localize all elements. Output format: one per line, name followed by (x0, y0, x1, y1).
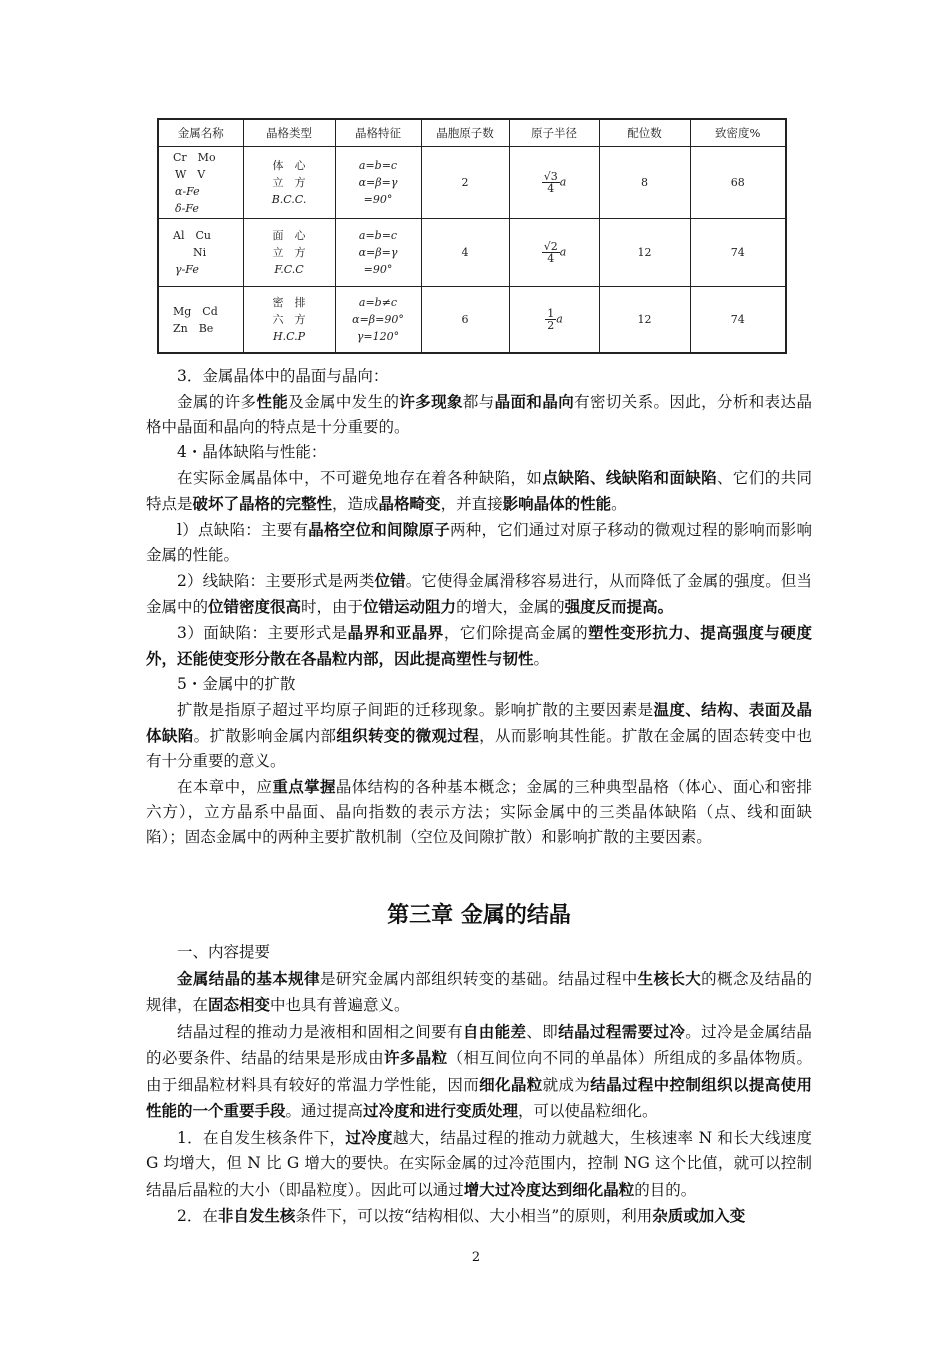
cell-line: Al Cu (173, 229, 211, 243)
bold-text: 固态相变 (208, 995, 271, 1014)
header-coordination: 配位数 (599, 119, 690, 147)
coordination-cell: 8 (599, 147, 690, 219)
text-span: 扩散是指原子超过平均原子间距的迁移现象。影响扩散的主要因素是 (177, 701, 654, 719)
cell-line: α=β=γ (358, 246, 398, 260)
text-span: 3）面缺陷：主要形式是 (177, 624, 348, 642)
density-cell: 74 (690, 287, 786, 353)
bold-text: 位错运动阻力 (363, 597, 457, 616)
cell-line: 立 方 (272, 246, 306, 260)
text-span: 时，由于 (301, 598, 364, 616)
text-span: 在实际金属晶体中，不可避免地存在着各种缺陷，如 (177, 469, 543, 487)
cell-line: 体 心 (272, 159, 306, 173)
lattice-type-cell (243, 287, 335, 353)
table-row (158, 147, 786, 219)
bold-text: 杂质或加入变 (652, 1206, 746, 1225)
cell-line: 立 方 (272, 176, 306, 190)
header-cell-atoms: 晶胞原子数 (421, 119, 509, 147)
text-span: ，从而影响其性能。扩散在金属的固态转变中也有十分重要的意义。 (146, 727, 812, 770)
bold-text: 晶面和晶向 (494, 392, 575, 411)
table-row (158, 287, 786, 353)
radius-fraction (545, 308, 556, 331)
coordination-cell: 12 (599, 287, 690, 353)
chapter-body (146, 940, 812, 1230)
text-span: （相互间位向不同的单晶体）所组成的多晶体物质。由于细晶粒材料具有较好的常温力学性能，因而 (146, 1049, 812, 1094)
text-span: 结晶过程的推动力是液相和固相之间要有 (177, 1022, 463, 1041)
bold-text: 位错密度很高 (208, 597, 302, 616)
bold-text: 组织转变的微观过程 (336, 726, 480, 745)
density-cell: 68 (690, 147, 786, 219)
section-heading-5: 5・金属中的扩散 (177, 675, 296, 693)
page-number: 2 (471, 1250, 481, 1265)
header-atomic-radius: 原子半径 (509, 119, 599, 147)
cell-line: Mg Cd (173, 304, 218, 318)
crystal-lattice-table (157, 118, 787, 354)
text-span: 4 (547, 252, 555, 266)
bold-text: 细化晶粒 (479, 1074, 543, 1094)
paragraph (146, 1203, 812, 1230)
bold-text: 性能 (256, 392, 289, 411)
table-header-row (158, 119, 786, 147)
text-span: 1 (547, 307, 555, 321)
table-row (158, 219, 786, 287)
bold-text: 重点掌握 (272, 777, 336, 796)
text-span: a (559, 245, 567, 259)
text-span: 都与 (462, 393, 495, 411)
bold-text: 破坏了晶格的完整性 (192, 494, 333, 513)
bold-text: 增大过冷度达到细化晶粒 (463, 1179, 635, 1199)
atomic-radius-cell (509, 147, 599, 219)
cell-line: α=β=90° (352, 313, 404, 327)
header-lattice-feature: 晶格特征 (335, 119, 421, 147)
paragraph (146, 1125, 812, 1204)
text-span: a (556, 312, 563, 326)
cell-line: γ-Fe (175, 263, 199, 277)
section-body (146, 364, 812, 850)
text-span: 、即 (526, 1022, 559, 1041)
metal-names-cell (158, 147, 243, 219)
lattice-type-cell (243, 147, 335, 219)
text-span: 1．在自发生核条件下， (177, 1128, 346, 1147)
paragraph (146, 1019, 812, 1125)
bold-text: 影响晶体的性能 (502, 494, 612, 513)
text-span: 越大，结晶过程的推动力就越大，生核速率 N 和长大线速度 G 均增大，但 N 比 G 增大的要快。在实际金属的过冷范围内，控制 NG 这个比值，就可以控制结晶后晶粒的大小（即晶粒度）。因此可以通过 (146, 1128, 812, 1199)
paragraph (146, 568, 812, 620)
text-span: 的目的。 (634, 1180, 697, 1199)
paragraph (146, 389, 812, 440)
text-span: 。扩散影响金属内部 (193, 727, 337, 745)
bold-text: 生核长大 (637, 968, 702, 988)
cell-line: 面 心 (272, 229, 306, 243)
text-span: 4 (547, 182, 555, 196)
bold-text: 强度反而提高。 (564, 597, 674, 616)
section-heading-3: 3．金属晶体中的晶面与晶向： (177, 367, 389, 385)
text-span: 金属的许多 (177, 393, 257, 411)
metal-names-cell (158, 287, 243, 353)
text-span: 。 (533, 650, 550, 668)
text-span: a (559, 175, 567, 189)
bold-text: 塑性变形抗力、提高强度与硬度外，还能使变形分散在各晶粒内部，因此提高塑性与韧性 (146, 623, 812, 668)
radius-fraction (542, 171, 560, 194)
cell-line: γ=120° (356, 330, 400, 344)
cell-line: F.C.C (274, 263, 304, 277)
metal-names-cell (158, 219, 243, 287)
text-span: 在本章中，应 (177, 778, 273, 796)
text-span: l）点缺陷：主要有 (177, 521, 309, 539)
chapter-title: 第三章 金属的结晶 (387, 903, 571, 928)
text-span: √3 (543, 170, 558, 184)
density-cell: 74 (690, 219, 786, 287)
paragraph (146, 774, 812, 850)
cell-line: =90° (363, 193, 393, 207)
text-span: 就成为 (542, 1075, 591, 1094)
cell-atoms-cell: 6 (421, 287, 509, 353)
cell-line: W V (175, 167, 206, 181)
atomic-radius-cell (509, 219, 599, 287)
lattice-feature-cell (335, 287, 421, 353)
cell-line: Cr Mo (173, 150, 216, 164)
cell-line: α-Fe (175, 184, 200, 198)
cell-line: H.C.P (272, 330, 305, 344)
bold-text: 许多现象 (399, 392, 463, 411)
text-span: 有密切关系。因此，分析和表达晶格中晶面和晶向的特点是十分重要的。 (146, 393, 812, 436)
text-span: 2）线缺陷：主要形式是两类 (177, 572, 375, 590)
cell-atoms-cell: 2 (421, 147, 509, 219)
cell-line: Zn Be (173, 321, 214, 335)
bold-text: 点缺陷、线缺陷和面缺陷 (542, 468, 718, 487)
cell-line: Ni (193, 246, 207, 260)
text-span: 是研究金属内部组织转变的基础。结晶过程中 (319, 969, 638, 988)
text-span: 。 (611, 495, 627, 513)
text-span: 两种，它们通过对原子移动的微观过程的影响而影响金属的性能。 (146, 521, 812, 564)
cell-line: =90° (363, 263, 393, 277)
paragraph (146, 465, 812, 517)
bold-text: 结晶过程中控制组织以提高使用性能的一个重要手段 (146, 1074, 812, 1120)
text-span: 的增大，金属的 (456, 598, 565, 616)
header-lattice-type: 晶格类型 (243, 119, 335, 147)
text-span: ，它们除提高金属的 (443, 624, 589, 642)
bold-text: 晶格畸变 (378, 494, 441, 513)
paragraph (146, 517, 812, 568)
text-span: √2 (543, 240, 558, 254)
bold-text: 温度、结构、表面及晶体缺陷 (146, 700, 812, 745)
cell-atoms-cell: 4 (421, 219, 509, 287)
text-span: 2 (547, 319, 555, 333)
text-span: 。它使得金属滑移容易进行，从而降低了金属的强度。但当金属中的 (146, 572, 812, 616)
bold-text: 许多晶粒 (383, 1048, 448, 1067)
bold-text: 晶格空位和间隙原子 (308, 520, 450, 539)
text-span: 及金属中发生的 (288, 393, 400, 411)
lattice-feature-cell (335, 147, 421, 219)
lattice-feature-cell (335, 219, 421, 287)
cell-line: B.C.C. (271, 193, 307, 207)
paragraph (146, 697, 812, 774)
section-heading-4: 4・晶体缺陷与性能： (177, 443, 327, 461)
header-packing-density: 致密度% (690, 119, 786, 147)
cell-line: a=b=c (358, 159, 398, 173)
paragraph (146, 966, 812, 1019)
cell-line: α=β=γ (358, 176, 398, 190)
text-span: 。通过提高 (285, 1102, 364, 1120)
bold-text: 非自发生核 (217, 1206, 296, 1225)
text-span: 的概念及结晶的规律，在 (146, 969, 812, 1014)
lattice-type-cell (243, 219, 335, 287)
text-span: ，并直接 (440, 495, 503, 513)
header-metal-name: 金属名称 (158, 119, 243, 147)
text-span: 。过冷是金属结晶的必要条件、结晶的结果是形成由 (146, 1022, 812, 1067)
paragraph (146, 620, 812, 672)
cell-line: δ-Fe (175, 201, 199, 215)
text-span: 条件下，可以按“结构相似、大小相当”的原则，利用 (295, 1207, 653, 1225)
cell-line: a=b≠c (358, 296, 398, 310)
coordination-cell: 12 (599, 219, 690, 287)
text-span: 、它们的共同特点是 (146, 469, 812, 513)
atomic-radius-cell (509, 287, 599, 353)
text-span: 2．在 (177, 1207, 218, 1225)
text-span: ，造成 (332, 495, 379, 513)
text-span: 中也具有普遍意义。 (270, 996, 410, 1014)
chapter-subtitle: 一、内容提要 (177, 943, 271, 961)
bold-text: 过冷度和进行变质处理 (363, 1101, 519, 1120)
cell-line: 六 方 (272, 313, 306, 327)
bold-text: 自由能差 (462, 1021, 527, 1041)
bold-text: 位错 (374, 571, 406, 590)
cell-line: 密 排 (272, 296, 306, 310)
text-span: 晶体结构的各种基本概念；金属的三种典型晶格（体心、面心和密排六方），立方晶系中晶面、晶向指数的表示方法；实际金属中的三类晶体缺陷（点、线和面缺陷）；固态金属中的两种主要扩散机制（空位及间隙扩散）和影响扩散的主要因素。 (146, 778, 812, 846)
bold-text: 结晶过程需要过冷 (558, 1021, 686, 1041)
text-span: ，可以使晶粒细化。 (518, 1102, 658, 1120)
radius-fraction (542, 241, 560, 264)
bold-text: 过冷度 (345, 1127, 393, 1147)
cell-line: a=b=c (358, 229, 398, 243)
bold-text: 金属结晶的基本规律 (177, 968, 320, 988)
bold-text: 晶界和亚晶界 (347, 623, 444, 642)
